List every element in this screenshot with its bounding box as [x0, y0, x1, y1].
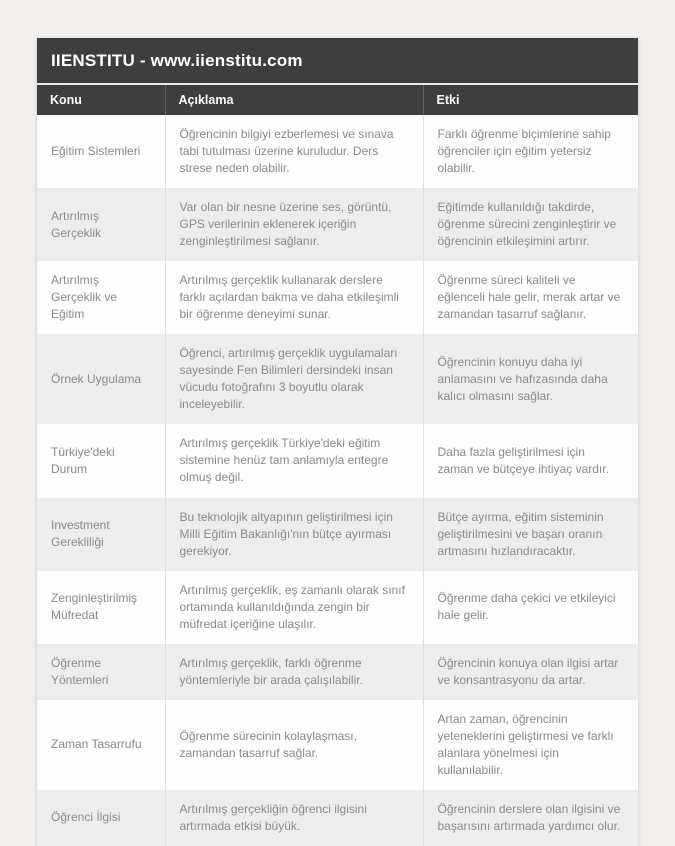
- cell-konu: Investment Gerekliliği: [37, 498, 165, 571]
- cell-aciklama: Artırılmış gerçeklik Türkiye'deki eğitim sistemine henüz tam anlamıyla entegre olmuş değil.: [165, 424, 423, 497]
- table-row: [37, 644, 638, 700]
- table-title-bar: [37, 38, 638, 83]
- column-header-konu: Konu: [37, 84, 165, 115]
- table-row: [37, 498, 638, 571]
- cell-etki: Öğrenme daha çekici ve etkileyici hale gelir.: [423, 571, 638, 644]
- column-header-aciklama: Açıklama: [165, 84, 423, 115]
- cell-etki: Öğrenme süreci kaliteli ve eğlenceli hale gelir, merak artar ve zamandan tasarruf sağlanır.: [423, 261, 638, 334]
- cell-aciklama: Artırılmış gerçeklik, eş zamanlı olarak sınıf ortamında kullanıldığında zengin bir müfredat içeriğine ulaşılır.: [165, 571, 423, 644]
- cell-konu: Zaman Tasarrufu: [37, 700, 165, 790]
- cell-konu: Artırılmış Gerçeklik: [37, 188, 165, 261]
- table-row: [37, 571, 638, 644]
- data-table: [37, 83, 638, 846]
- cell-konu: Artırılmış Gerçeklik ve Eğitim: [37, 261, 165, 334]
- cell-etki: Öğrencinin derslere olan ilgisini ve başarısını artırmada yardımcı olur.: [423, 790, 638, 846]
- cell-aciklama: Artırılmış gerçekliğin öğrenci ilgisini artırmada etkisi büyük.: [165, 790, 423, 846]
- cell-konu: Eğitim Sistemleri: [37, 115, 165, 188]
- cell-etki: Farklı öğrenme biçimlerine sahip öğrenciler için eğitim yetersiz olabilir.: [423, 115, 638, 188]
- table-row: [37, 424, 638, 497]
- cell-aciklama: Öğrenci, artırılmış gerçeklik uygulamaları sayesinde Fen Bilimleri dersindeki insan vücudu fotoğrafını 3 boyutlu olarak inceleyebilir.: [165, 334, 423, 424]
- table-row: [37, 790, 638, 846]
- cell-aciklama: Öğrencinin bilgiyi ezberlemesi ve sınava tabi tutulması üzerine kuruludur. Ders strese neden olabilir.: [165, 115, 423, 188]
- cell-konu: Zenginleştirilmiş Müfredat: [37, 571, 165, 644]
- cell-etki: Eğitimde kullanıldığı takdirde, öğrenme sürecini zenginleştirir ve öğrencinin etkileşimini artırır.: [423, 188, 638, 261]
- table-row: [37, 334, 638, 424]
- table-body: [37, 115, 638, 846]
- table-row: [37, 188, 638, 261]
- cell-konu: Öğrenme Yöntemleri: [37, 644, 165, 700]
- cell-aciklama: Artırılmış gerçeklik kullanarak derslere farklı açılardan bakma ve daha etkileşimli bir öğrenme deneyimi sunar.: [165, 261, 423, 334]
- cell-aciklama: Öğrenme sürecinin kolaylaşması, zamandan tasarruf sağlar.: [165, 700, 423, 790]
- cell-etki: Daha fazla geliştirilmesi için zaman ve bütçeye ihtiyaç vardır.: [423, 424, 638, 497]
- cell-etki: Öğrencinin konuya olan ilgisi artar ve konsantrasyonu da artar.: [423, 644, 638, 700]
- cell-konu: Türkiye'deki Durum: [37, 424, 165, 497]
- cell-konu: Öğrenci İlgisi: [37, 790, 165, 846]
- table-header-row: [37, 84, 638, 115]
- cell-etki: Artan zaman, öğrencinin yeteneklerini geliştirmesi ve farklı alanlara yönelmesi için kullanılabilir.: [423, 700, 638, 790]
- cell-aciklama: Bu teknolojik altyapının geliştirilmesi için Milli Eğitim Bakanlığı'nın bütçe ayırması gerekiyor.: [165, 498, 423, 571]
- cell-aciklama: Var olan bir nesne üzerine ses, görüntü, GPS verilerinin eklenerek içeriğin zenginleştirilmesi sağlanır.: [165, 188, 423, 261]
- table-row: [37, 261, 638, 334]
- table-title: IIENSTITU - www.iienstitu.com: [51, 51, 303, 70]
- column-header-etki: Etki: [423, 84, 638, 115]
- cell-aciklama: Artırılmış gerçeklik, farklı öğrenme yöntemleriyle bir arada çalışılabilir.: [165, 644, 423, 700]
- cell-konu: Örnek Uygulama: [37, 334, 165, 424]
- table-row: [37, 115, 638, 188]
- iienstitu-table-card: [37, 38, 638, 846]
- cell-etki: Öğrencinin konuyu daha iyi anlamasını ve hafızasında daha kalıcı olmasını sağlar.: [423, 334, 638, 424]
- table-row: [37, 700, 638, 790]
- cell-etki: Bütçe ayırma, eğitim sisteminin geliştirilmesini ve başarı oranın artmasını hızlandıracaktır.: [423, 498, 638, 571]
